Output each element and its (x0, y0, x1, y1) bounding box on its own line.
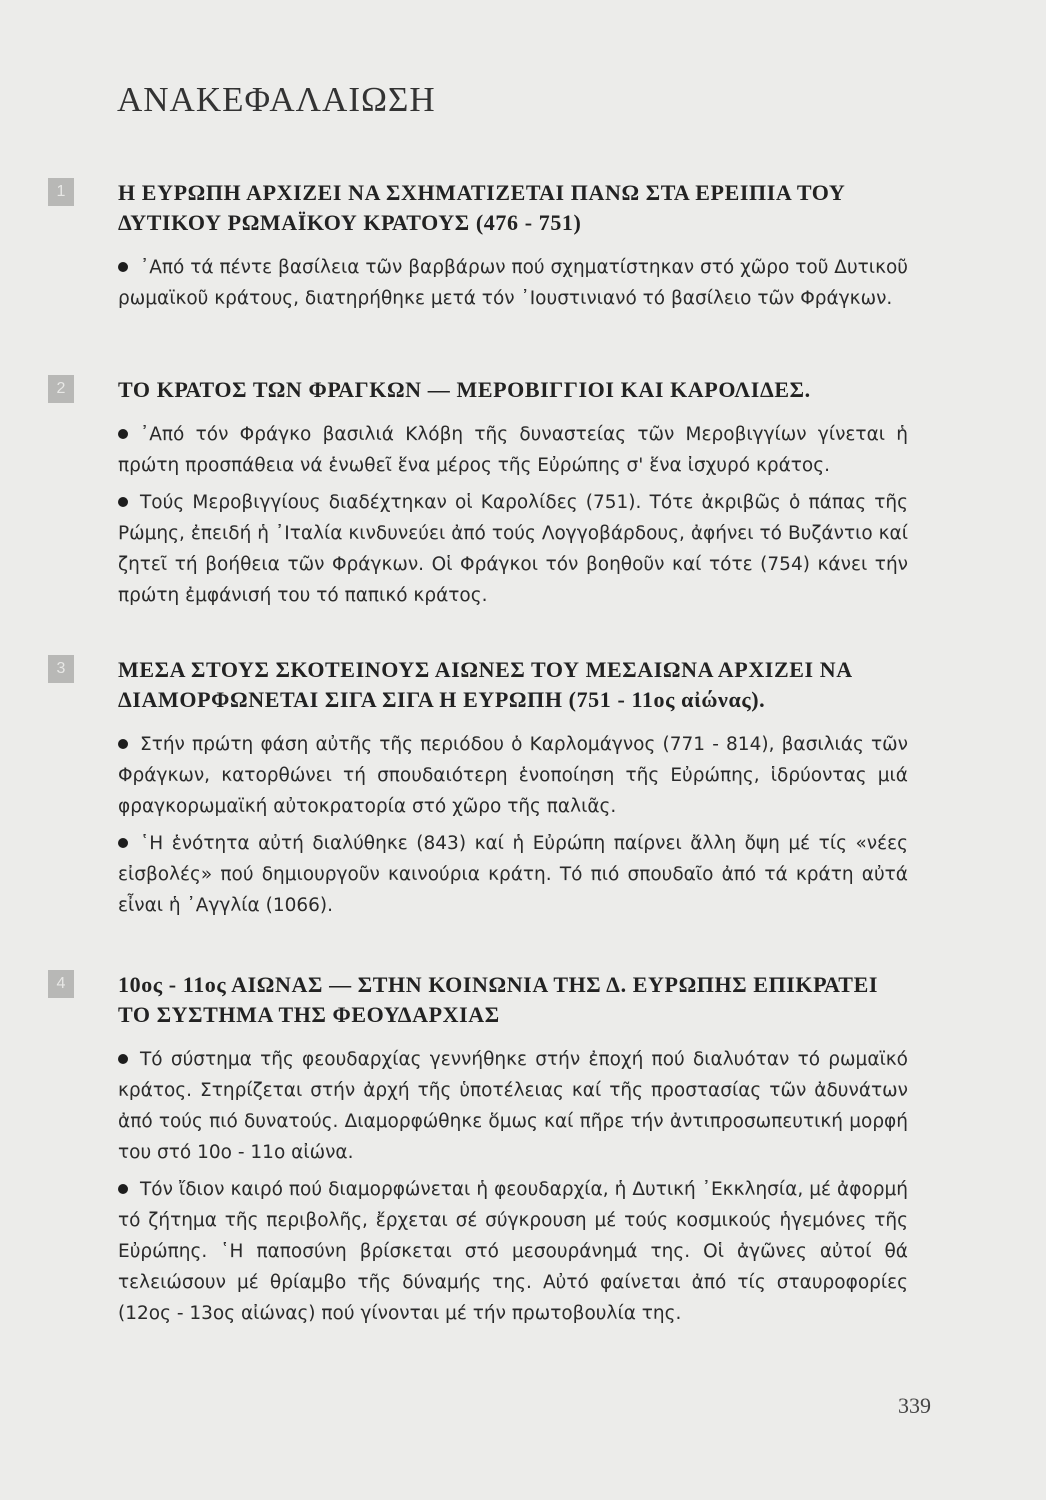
section-paragraph: Τόν ἴδιον καιρό πού διαμορφώνεται ἡ φεουδαρχία, ἡ Δυτική ᾿Εκκλησία, μέ ἀφορμή τό ζήτημα τῆς περιβολῆς, ἔρχεται σέ σύγκρουση μέ τούς κοσμικούς ἡγεμόνες τῆς Εὐρώπης. ῾Η παποσύνη βρίσκεται στό μεσουράνημά της. Οἱ ἀγῶνες αὐτοί θά τελειώσουν μέ θρίαμβο τῆς δύναμής της. Αὐτό φαίνεται ἀπό τίς σταυροφορίες (12ος - 13ος αἰώνας) πού γίνονται μέ τήν πρωτοβουλία της. (118, 1179, 908, 1324)
section-marker: 3 (48, 655, 74, 683)
bullet-icon (118, 1184, 128, 1194)
bullet-icon (118, 497, 128, 507)
page-number: 339 (898, 1393, 931, 1418)
section-heading: ΜΕΣΑ ΣΤΟΥΣ ΣΚΟΤΕΙΝΟΥΣ ΑΙΩΝΕΣ ΤΟΥ ΜΕΣΑΙΩΝΑ ΑΡΧΙΖΕΙ ΝΑ ΔΙΑΜΟΡΦΩΝΕΤΑΙ ΣΙΓΑ ΣΙΓΑ Η ΕΥΡΩΠΗ (751 - 11ος αἰώνας). (118, 657, 852, 712)
section-paragraph: ᾿Από τά πέντε βασίλεια τῶν βαρβάρων πού σχηματίστηκαν στό χῶρο τοῦ Δυτικοῦ ρωμαϊκοῦ κράτους, διατηρήθηκε μετά τόν ᾿Ιουστινιανό τό βασίλειο τῶν Φράγκων. (118, 257, 908, 309)
section-2 (56, 375, 908, 617)
bullet-icon (118, 838, 128, 848)
section-heading: 10ος - 11ος ΑΙΩΝΑΣ — ΣΤΗΝ ΚΟΙΝΩΝΙΑ ΤΗΣ Δ. ΕΥΡΩΠΗΣ ΕΠΙΚΡΑΤΕΙ ΤΟ ΣΥΣΤΗΜΑ ΤΗΣ ΦΕΟΥΔΑΡΧΙΑΣ (118, 972, 879, 1027)
section-paragraph: Τούς Μεροβιγγίους διαδέχτηκαν οἱ Καρολίδες (751). Τότε ἀκριβῶς ὁ πάπας τῆς Ρώμης, ἐπειδή ἡ ᾿Ιταλία κινδυνεύει ἀπό τούς Λογγοβάρδους, ἀφήνει τό Βυζάντιο καί ζητεῖ τή βοήθεια τῶν Φράγκων. Οἱ Φράγκοι τόν βοηθοῦν καί τότε (754) κάνει τήν πρώτη ἐμφάνισή του τό παπικό κράτος. (118, 492, 908, 606)
bullet-icon (118, 429, 128, 439)
section-marker: 2 (48, 375, 74, 403)
section-4 (56, 970, 908, 1335)
section-heading: Η ΕΥΡΩΠΗ ΑΡΧΙΖΕΙ ΝΑ ΣΧΗΜΑΤΙΖΕΤΑΙ ΠΑΝΩ ΣΤΑ ΕΡΕΙΠΙΑ ΤΟΥ ΔΥΤΙΚΟΥ ΡΩΜΑΪΚΟΥ ΚΡΑΤΟΥΣ (476 - 751) (118, 180, 846, 235)
section-paragraph: ᾿Από τόν Φράγκο βασιλιά Κλόβη τῆς δυναστείας τῶν Μεροβιγγίων γίνεται ἡ πρώτη προσπάθεια νά ἑνωθεῖ ἕνα μέρος τῆς Εὐρώπης σ' ἕνα ἰσχυρό κράτος. (118, 424, 908, 476)
bullet-icon (118, 1054, 128, 1064)
section-heading: ΤΟ ΚΡΑΤΟΣ ΤΩΝ ΦΡΑΓΚΩΝ — ΜΕΡΟΒΙΓΓΙΟΙ ΚΑΙ ΚΑΡΟΛΙΔΕΣ. (118, 377, 811, 402)
section-paragraph: ῾Η ἑνότητα αὐτή διαλύθηκε (843) καί ἡ Εὐρώπη παίρνει ἄλλη ὄψη μέ τίς «νέες εἰσβολές» πού δημιουργοῦν καινούρια κράτη. Τό πιό σπουδαῖο ἀπό τά κράτη αὐτά εἶναι ἡ ᾿Αγγλία (1066). (118, 833, 908, 916)
bullet-icon (118, 739, 128, 749)
section-paragraph: Στήν πρώτη φάση αὐτῆς τῆς περιόδου ὁ Καρλομάγνος (771 - 814), βασιλιάς τῶν Φράγκων, κατορθώνει τή σπουδαιότερη ἑνοποίηση τῆς Εὐρώπης, ἱδρύοντας μιά φραγκορωμαϊκή αὐτοκρατορία στό χῶρο τῆς παλιᾶς. (118, 734, 908, 817)
section-paragraph: Τό σύστημα τῆς φεουδαρχίας γεννήθηκε στήν ἐποχή πού διαλυόταν τό ρωμαϊκό κράτος. Στηρίζεται στήν ἀρχή τῆς ὑποτέλειας καί τῆς προστασίας τῶν ἀδυνάτων ἀπό τούς πιό δυνατούς. Διαμορφώθηκε ὅμως καί πῆρε τήν ἀντιπροσωπευτική μορφή του στό 10ο - 11ο αἰώνα. (118, 1049, 908, 1163)
bullet-icon (118, 262, 128, 272)
page-title: ΑΝΑΚΕΦΑΛΑΙΩΣΗ (117, 80, 436, 119)
section-marker: 1 (48, 178, 74, 206)
section-1 (56, 178, 908, 320)
section-3 (56, 655, 908, 927)
section-marker: 4 (48, 970, 74, 998)
